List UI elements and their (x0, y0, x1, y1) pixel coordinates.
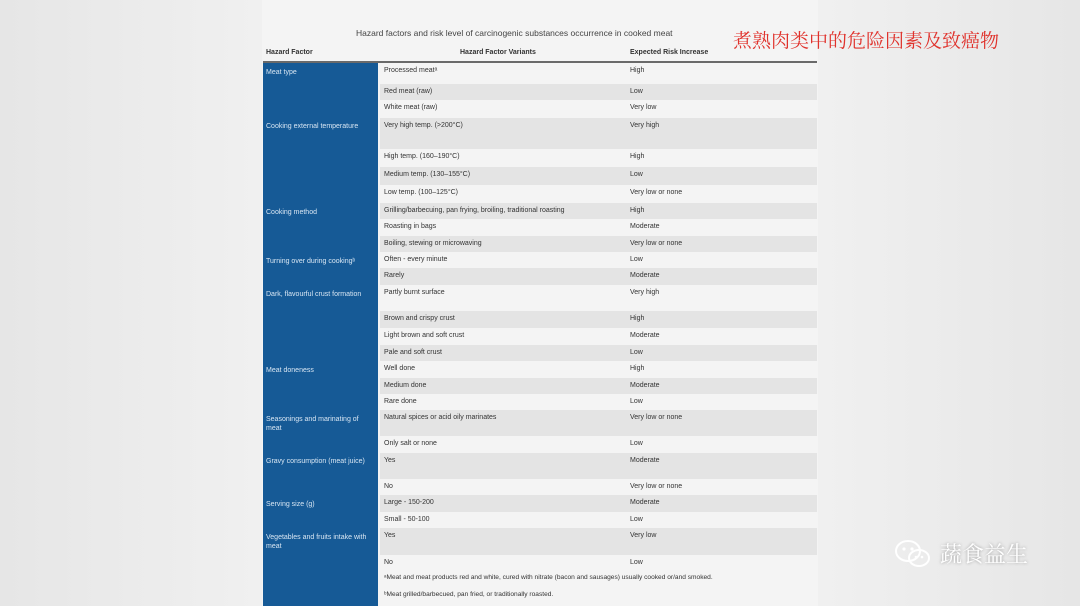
risk-cell: Very low (630, 532, 657, 539)
factor-label: Meat type (266, 69, 297, 76)
watermark-brand (894, 538, 1028, 569)
variant-cell: Medium temp. (130–155°C) (384, 171, 471, 178)
header-hazard-factor: Hazard Factor (266, 49, 313, 56)
variant-cell: No (384, 559, 393, 566)
variant-cell: Small - 50-100 (384, 516, 430, 523)
risk-cell: Low (630, 256, 643, 263)
right-backdrop (818, 0, 1080, 606)
variant-cell: Boiling, stewing or microwaving (384, 240, 482, 247)
variant-cell: White meat (raw) (384, 104, 438, 111)
risk-cell: High (630, 207, 645, 214)
factor-label: Seasonings and marinating of meat (266, 416, 359, 432)
variant-cell: No (384, 483, 393, 490)
variant-cell: Grilling/barbecuing, pan frying, broiling, traditional roasting (384, 207, 565, 214)
risk-cell: Moderate (630, 272, 660, 279)
risk-cell: Very high (630, 289, 660, 296)
risk-cell: High (630, 365, 645, 372)
risk-cell: Very low or none (630, 240, 683, 247)
variant-cell: Light brown and soft crust (384, 332, 465, 339)
risk-cell: Moderate (630, 499, 660, 506)
chinese-overlay-title: 煮熟肉类中的危险因素及致癌物 (733, 30, 1000, 52)
risk-cell: Low (630, 440, 643, 447)
variant-cell: Pale and soft crust (384, 349, 442, 356)
factor-label: Turning over during cookingᵇ (266, 258, 356, 265)
row-band (380, 84, 817, 100)
row-band (380, 345, 817, 361)
table-caption: Hazard factors and risk level of carcinogenic substances occurrence in cooked meat (356, 28, 673, 38)
risk-cell: Low (630, 171, 643, 178)
risk-cell: Low (630, 88, 643, 95)
risk-cell: Moderate (630, 332, 660, 339)
row-band (380, 495, 817, 512)
row-band (380, 528, 817, 555)
risk-cell: Moderate (630, 223, 660, 230)
variant-cell: Medium done (384, 382, 427, 389)
risk-cell: Very low or none (630, 189, 683, 196)
brand-name: 蔬食益生 (940, 543, 1029, 568)
wechat-icon (894, 539, 932, 569)
variant-cell: Yes (384, 532, 396, 539)
risk-cell: Very low or none (630, 483, 683, 490)
risk-cell: High (630, 315, 645, 322)
factor-label: Vegetables and fruits intake with meat (266, 534, 367, 550)
factor-label: Meat doneness (266, 367, 314, 374)
risk-cell: High (630, 153, 645, 160)
risk-cell: High (630, 67, 645, 74)
risk-cell: Very low or none (630, 414, 683, 421)
risk-cell: Low (630, 516, 643, 523)
factor-label: Serving size (g) (266, 501, 315, 508)
left-backdrop (0, 0, 262, 606)
footnote-b: ᵇMeat grilled/barbecued, pan fried, or traditionally roasted. (384, 591, 554, 598)
factor-column (263, 63, 378, 606)
variant-cell: Often - every minute (384, 256, 448, 263)
factor-label: Cooking external temperature (266, 123, 359, 130)
variant-cell: Partly burnt surface (384, 289, 445, 296)
risk-cell: Low (630, 398, 643, 405)
variant-cell: Processed meatᵃ (384, 67, 438, 74)
header-risk: Expected Risk Increase (630, 49, 709, 56)
variant-cell: Well done (384, 365, 416, 372)
factor-label: Dark, flavourful crust formation (266, 291, 362, 298)
variant-cell: Roasting in bags (384, 223, 437, 230)
variant-cell: Red meat (raw) (384, 88, 433, 95)
risk-cell: Very low (630, 104, 657, 111)
variant-cell: Rare done (384, 398, 417, 405)
variant-cell: Rarely (384, 272, 405, 279)
risk-cell: Low (630, 349, 643, 356)
variant-cell: Brown and crispy crust (384, 315, 455, 322)
variant-cell: Low temp. (100–125°C) (384, 189, 459, 196)
risk-cell: Low (630, 559, 643, 566)
factor-label: Cooking method (266, 209, 317, 216)
risk-cell: Very high (630, 122, 660, 129)
risk-cell: Moderate (630, 382, 660, 389)
header-variants: Hazard Factor Variants (460, 49, 536, 56)
variant-cell: Yes (384, 457, 396, 464)
variant-cell: Only salt or none (384, 440, 437, 447)
row-band (380, 378, 817, 394)
footnote-a: ᵃMeat and meat products red and white, cured with nitrate (bacon and sausages) usually cooked or/and smoked. (384, 574, 713, 581)
variant-cell: High temp. (160–190°C) (384, 153, 460, 160)
risk-cell: Moderate (630, 457, 660, 464)
variant-cell: Natural spices or acid oily marinates (384, 414, 497, 421)
row-band (380, 268, 817, 285)
row-band (380, 453, 817, 479)
variant-cell: Large - 150-200 (384, 499, 434, 506)
factor-label: Gravy consumption (meat juice) (266, 458, 365, 465)
variant-cell: Very high temp. (>200°C) (384, 122, 463, 129)
